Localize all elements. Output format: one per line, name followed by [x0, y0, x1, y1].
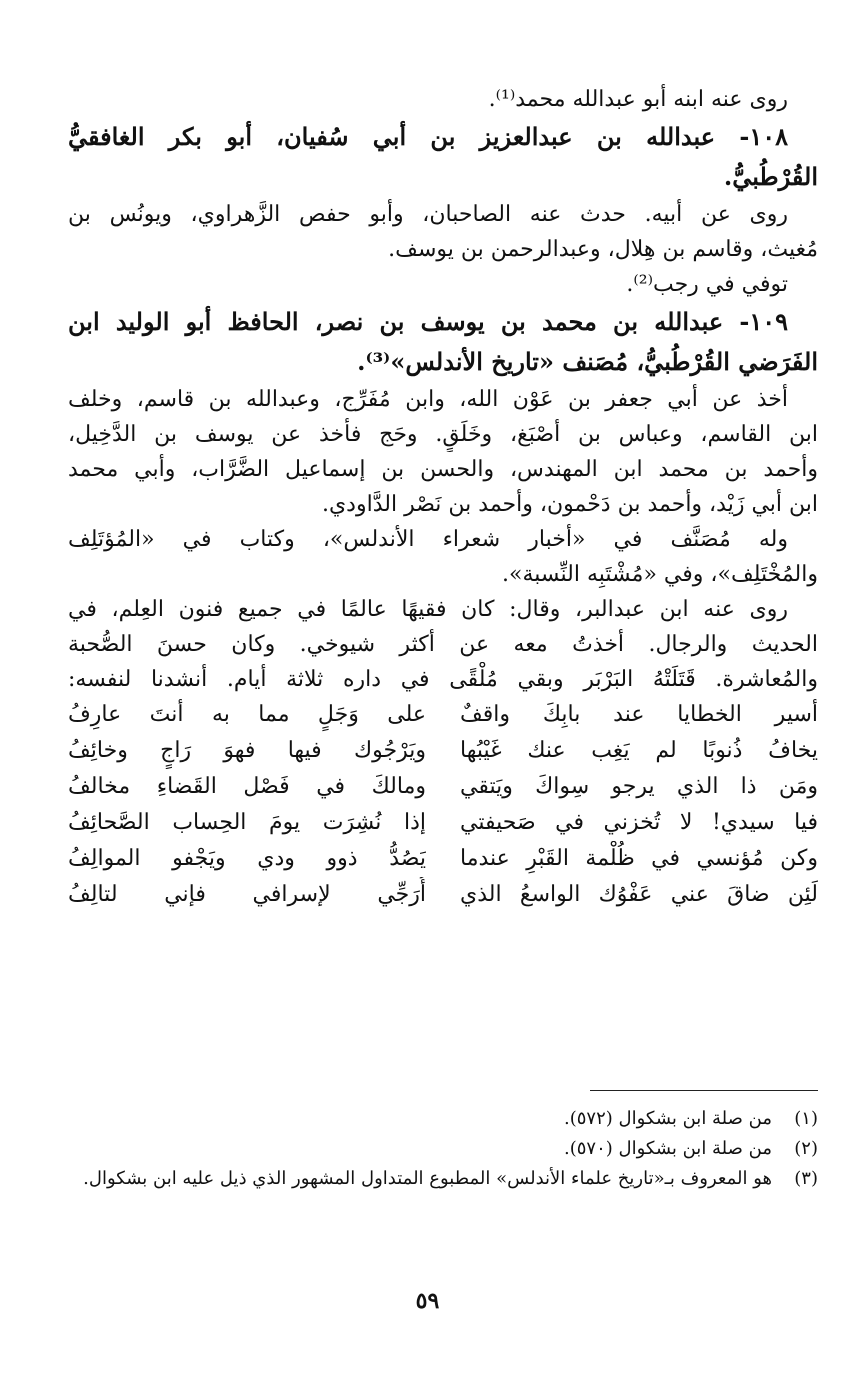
- poem-verse: [68, 733, 818, 769]
- footnotes: [68, 1104, 818, 1194]
- entry-heading-109-cont: الفَرَضي القُرْطُبيُّ، مُصَنف «تاريخ الأندلس»⁽³⁾.: [357, 347, 818, 376]
- poem: [68, 697, 818, 913]
- text-line: روى عن أبيه. حدث عنه الصاحبان، وأبو حفص الزَّهراوي، ويونُس بن: [68, 202, 788, 227]
- verse-first-hemistich: لَئِن ضاقَ عني عَفْوُك الواسعُ الذي: [460, 882, 818, 907]
- verse-second-hemistich: إذا نُشِرَت يومَ الحِساب الصَّحائِفُ: [68, 810, 426, 835]
- verse-second-hemistich: يَصُدُّ ذوو ودي ويَجْفو الموالِفُ: [68, 846, 426, 871]
- text-line: ابن القاسم، وعباس بن أصْبَغ، وخَلَقٍ. وحَج فأخذ عن يوسف بن الدَّخِيل،: [68, 422, 818, 447]
- verse-first-hemistich: وكن مُؤنسي في ظُلْمة القَبْرِ عندما: [460, 846, 818, 871]
- footnote-2: [68, 1134, 818, 1164]
- verse-second-hemistich: ويَرْجُوك فيها فهوَ رَاجٍ وخائِفُ: [68, 738, 426, 763]
- entry-heading-108-cont: القُرْطُبيُّ.: [723, 162, 818, 191]
- verse-first-hemistich: ومَن ذا الذي يرجو سِواكَ ويَتقي: [460, 774, 818, 799]
- footnote-text: هو المعروف بـ«تاريخ علماء الأندلس» المطبوع المتداول المشهور الذي ذيل عليه ابن بشكوال.: [83, 1168, 772, 1189]
- poem-verse: [68, 805, 818, 841]
- footnote-text: من صلة ابن بشكوال (٥٧٠).: [563, 1138, 772, 1159]
- verse-first-hemistich: يخافُ ذُنوبًا لم يَغِب عنك غَيْبُها: [460, 738, 818, 763]
- footnote-number: (٢): [794, 1138, 818, 1159]
- text-line: توفي في رجب⁽²⁾.: [626, 272, 788, 297]
- text-line: وله مُصَنَّف في «أخبار شعراء الأندلس»، وكتاب في «المُؤتَلِف: [68, 527, 788, 552]
- text-line: أخذ عن أبي جعفر بن عَوْن الله، وابن مُفَرِّج، وعبدالله بن قاسم، وخلف: [68, 387, 788, 412]
- verse-first-hemistich: أسير الخطايا عند بابِكَ واقفٌ: [460, 702, 818, 727]
- text-line: روى عنه ابنه أبو عبدالله محمد⁽¹⁾.: [488, 87, 788, 112]
- poem-verse: [68, 877, 818, 913]
- footnote-number: (١): [794, 1108, 818, 1129]
- footnote-text: من صلة ابن بشكوال (٥٧٢).: [563, 1108, 772, 1129]
- poem-verse: [68, 841, 818, 877]
- poem-verse: [68, 697, 818, 733]
- footnote-divider: [590, 1090, 818, 1091]
- verse-second-hemistich: أُرَجِّي لإسرافي فإني لتالِفُ: [68, 882, 426, 907]
- poem-verse: [68, 769, 818, 805]
- text-line: ابن أبي زَيْد، وأحمد بن دَحْمون، وأحمد بن نَصْر الدَّاودي.: [321, 492, 818, 517]
- verse-first-hemistich: فيا سيدي! لا تُخزني في صَحيفتي: [460, 810, 818, 835]
- text-line: والمُخْتَلِف»، وفي «مُشْتَبِه النِّسبة».: [502, 562, 818, 587]
- text-line: مُغيث، وقاسم بن هِلال، وعبدالرحمن بن يوسف.: [388, 237, 818, 262]
- verse-second-hemistich: على وَجَلٍ مما به أنتَ عارِفُ: [68, 702, 426, 727]
- verse-second-hemistich: ومالكَ في فَصْل القَضاءِ مخالفُ: [68, 774, 426, 799]
- text-line: الحديث والرجال. أخذتُ معه عن أكثر شيوخي. وكان حسنَ الصُّحبة: [68, 632, 818, 657]
- text-line: روى عنه ابن عبدالبر، وقال: كان فقيهًا عالمًا في جميع فنون العِلم، في: [68, 597, 788, 622]
- footnote-number: (٣): [794, 1168, 818, 1189]
- entry-heading-108: ١٠٨- عبدالله بن عبدالعزيز بن أبي سُفيان، أبو بكر الغافقيُّ: [68, 122, 788, 151]
- page-number: ٥٩: [415, 1288, 440, 1314]
- text-line: وأحمد بن محمد ابن المهندس، والحسن بن إسماعيل الضَّرَّاب، وأبي محمد: [68, 457, 818, 482]
- main-text: [68, 82, 818, 913]
- entry-heading-109: ١٠٩- عبدالله بن محمد بن يوسف بن نصر، الحافظ أبو الوليد ابن: [68, 307, 789, 336]
- footnote-3: [68, 1164, 818, 1194]
- footnote-1: [68, 1104, 818, 1134]
- text-line: والمُعاشرة. قَتَلَتْهُ البَرْبَر وبقي مُلْقًى في داره ثلاثة أيام. أنشدنا لنفسه:: [68, 667, 818, 692]
